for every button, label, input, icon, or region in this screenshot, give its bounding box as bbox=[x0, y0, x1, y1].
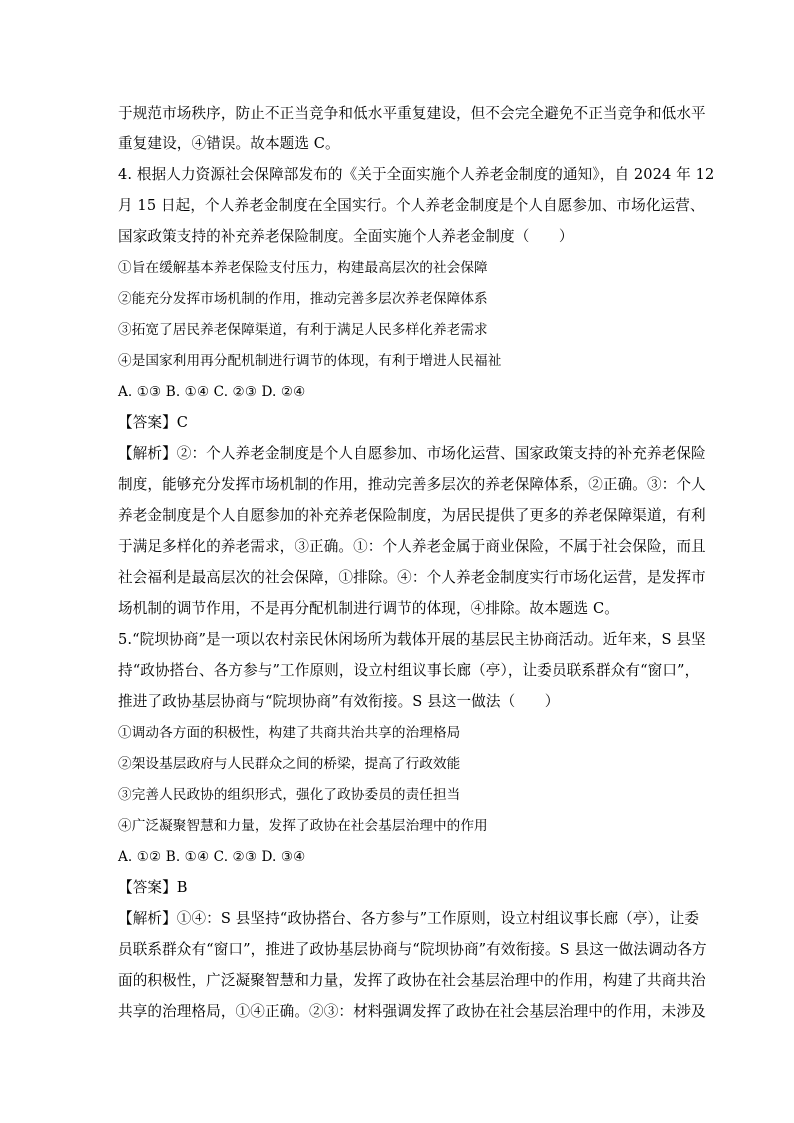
text-line: 于规范市场秩序，防止不正当竞争和低水平重复建设，但不会完全避免不正当竞争和低水平 bbox=[118, 105, 706, 122]
text-line: 国家政策支持的补充养老保险制度。全面实施个人养老金制度（ ） bbox=[118, 228, 574, 245]
option-statement: ①调动各方面的积极性，构建了共商共治共享的治理格局 bbox=[118, 725, 461, 741]
analysis-line: 【解析】①④：S 县坚持“政协搭台、各方参与”工作原则，设立村组议事长廊（亭），让委 bbox=[118, 910, 700, 927]
text-line: 重复建设，④错误。故本题选 C。 bbox=[118, 135, 340, 152]
option-statement: ②架设基层政府与人民群众之间的桥梁，提高了行政效能 bbox=[118, 756, 461, 772]
text-line: 场机制的调节作用，不是再分配机制进行调节的体现，④排除。故本题选 C。 bbox=[118, 600, 619, 617]
question-5-line: 5.“院坝协商”是一项以农村亲民休闲场所为载体开展的基层民主协商活动。近年来，S 县坚 bbox=[118, 631, 706, 648]
option-statement: ③完善人民政协的组织形式，强化了政协委员的责任担当 bbox=[118, 787, 461, 803]
option-statement: ④广泛凝聚智慧和力量，发挥了政协在社会基层治理中的作用 bbox=[118, 818, 488, 834]
text-line: 员联系群众有“窗口”，推进了政协基层协商与“院坝协商”有效衔接。S 县这一做法调动各方 bbox=[118, 941, 707, 958]
text-line: 持“政协搭台、各方参与”工作原则，设立村组议事长廊（亭），让委员联系群众有“窗口”， bbox=[118, 662, 700, 679]
option-statement: ④是国家利用再分配机制进行调节的体现，有利于增进人民福祉 bbox=[118, 353, 502, 369]
answer-choices: A. ①② B. ①④ C. ②③ D. ③④ bbox=[118, 849, 306, 865]
answer-label: 【答案】C bbox=[118, 414, 189, 431]
option-statement: ②能充分发挥市场机制的作用，推动完善多层次养老保障体系 bbox=[118, 291, 488, 307]
text-line: 社会福利是最高层次的社会保障，①排除。④：个人养老金制度实行市场化运营，是发挥市 bbox=[118, 569, 706, 586]
text-line: 于满足多样化的养老需求，③正确。①：个人养老金属于商业保险，不属于社会保险，而且 bbox=[118, 538, 706, 555]
analysis-line: 【解析】②：个人养老金制度是个人自愿参加、市场化运营、国家政策支持的补充养老保险 bbox=[118, 445, 706, 462]
question-4-line: 4. 根据人力资源社会保障部发布的《关于全面实施个人养老金制度的通知》，自 2024 年 12 bbox=[118, 166, 715, 183]
option-statement: ③拓宽了居民养老保障渠道，有利于满足人民多样化养老需求 bbox=[118, 322, 488, 338]
text-line: 制度，能够充分发挥市场机制的作用，推动完善多层次的养老保障体系，②正确。③：个人 bbox=[118, 476, 706, 493]
text-line: 共享的治理格局，①④正确。②③：材料强调发挥了政协在社会基层治理中的作用，未涉及 bbox=[118, 1003, 706, 1020]
option-statement: ①旨在缓解基本养老保险支付压力，构建最高层次的社会保障 bbox=[118, 260, 488, 276]
answer-label: 【答案】B bbox=[118, 879, 188, 896]
text-line: 面的积极性，广泛凝聚智慧和力量，发挥了政协在社会基层治理中的作用，构建了共商共治 bbox=[118, 972, 706, 989]
text-line: 养老金制度是个人自愿参加的补充养老保险制度，为居民提供了更多的养老保障渠道，有利 bbox=[118, 507, 706, 524]
text-line: 推进了政协基层协商与“院坝协商”有效衔接。S 县这一做法（ ） bbox=[118, 693, 560, 710]
text-line: 月 15 日起，个人养老金制度在全国实行。个人养老金制度是个人自愿参加、市场化运营、 bbox=[118, 197, 705, 214]
answer-choices: A. ①③ B. ①④ C. ②③ D. ②④ bbox=[118, 384, 306, 400]
